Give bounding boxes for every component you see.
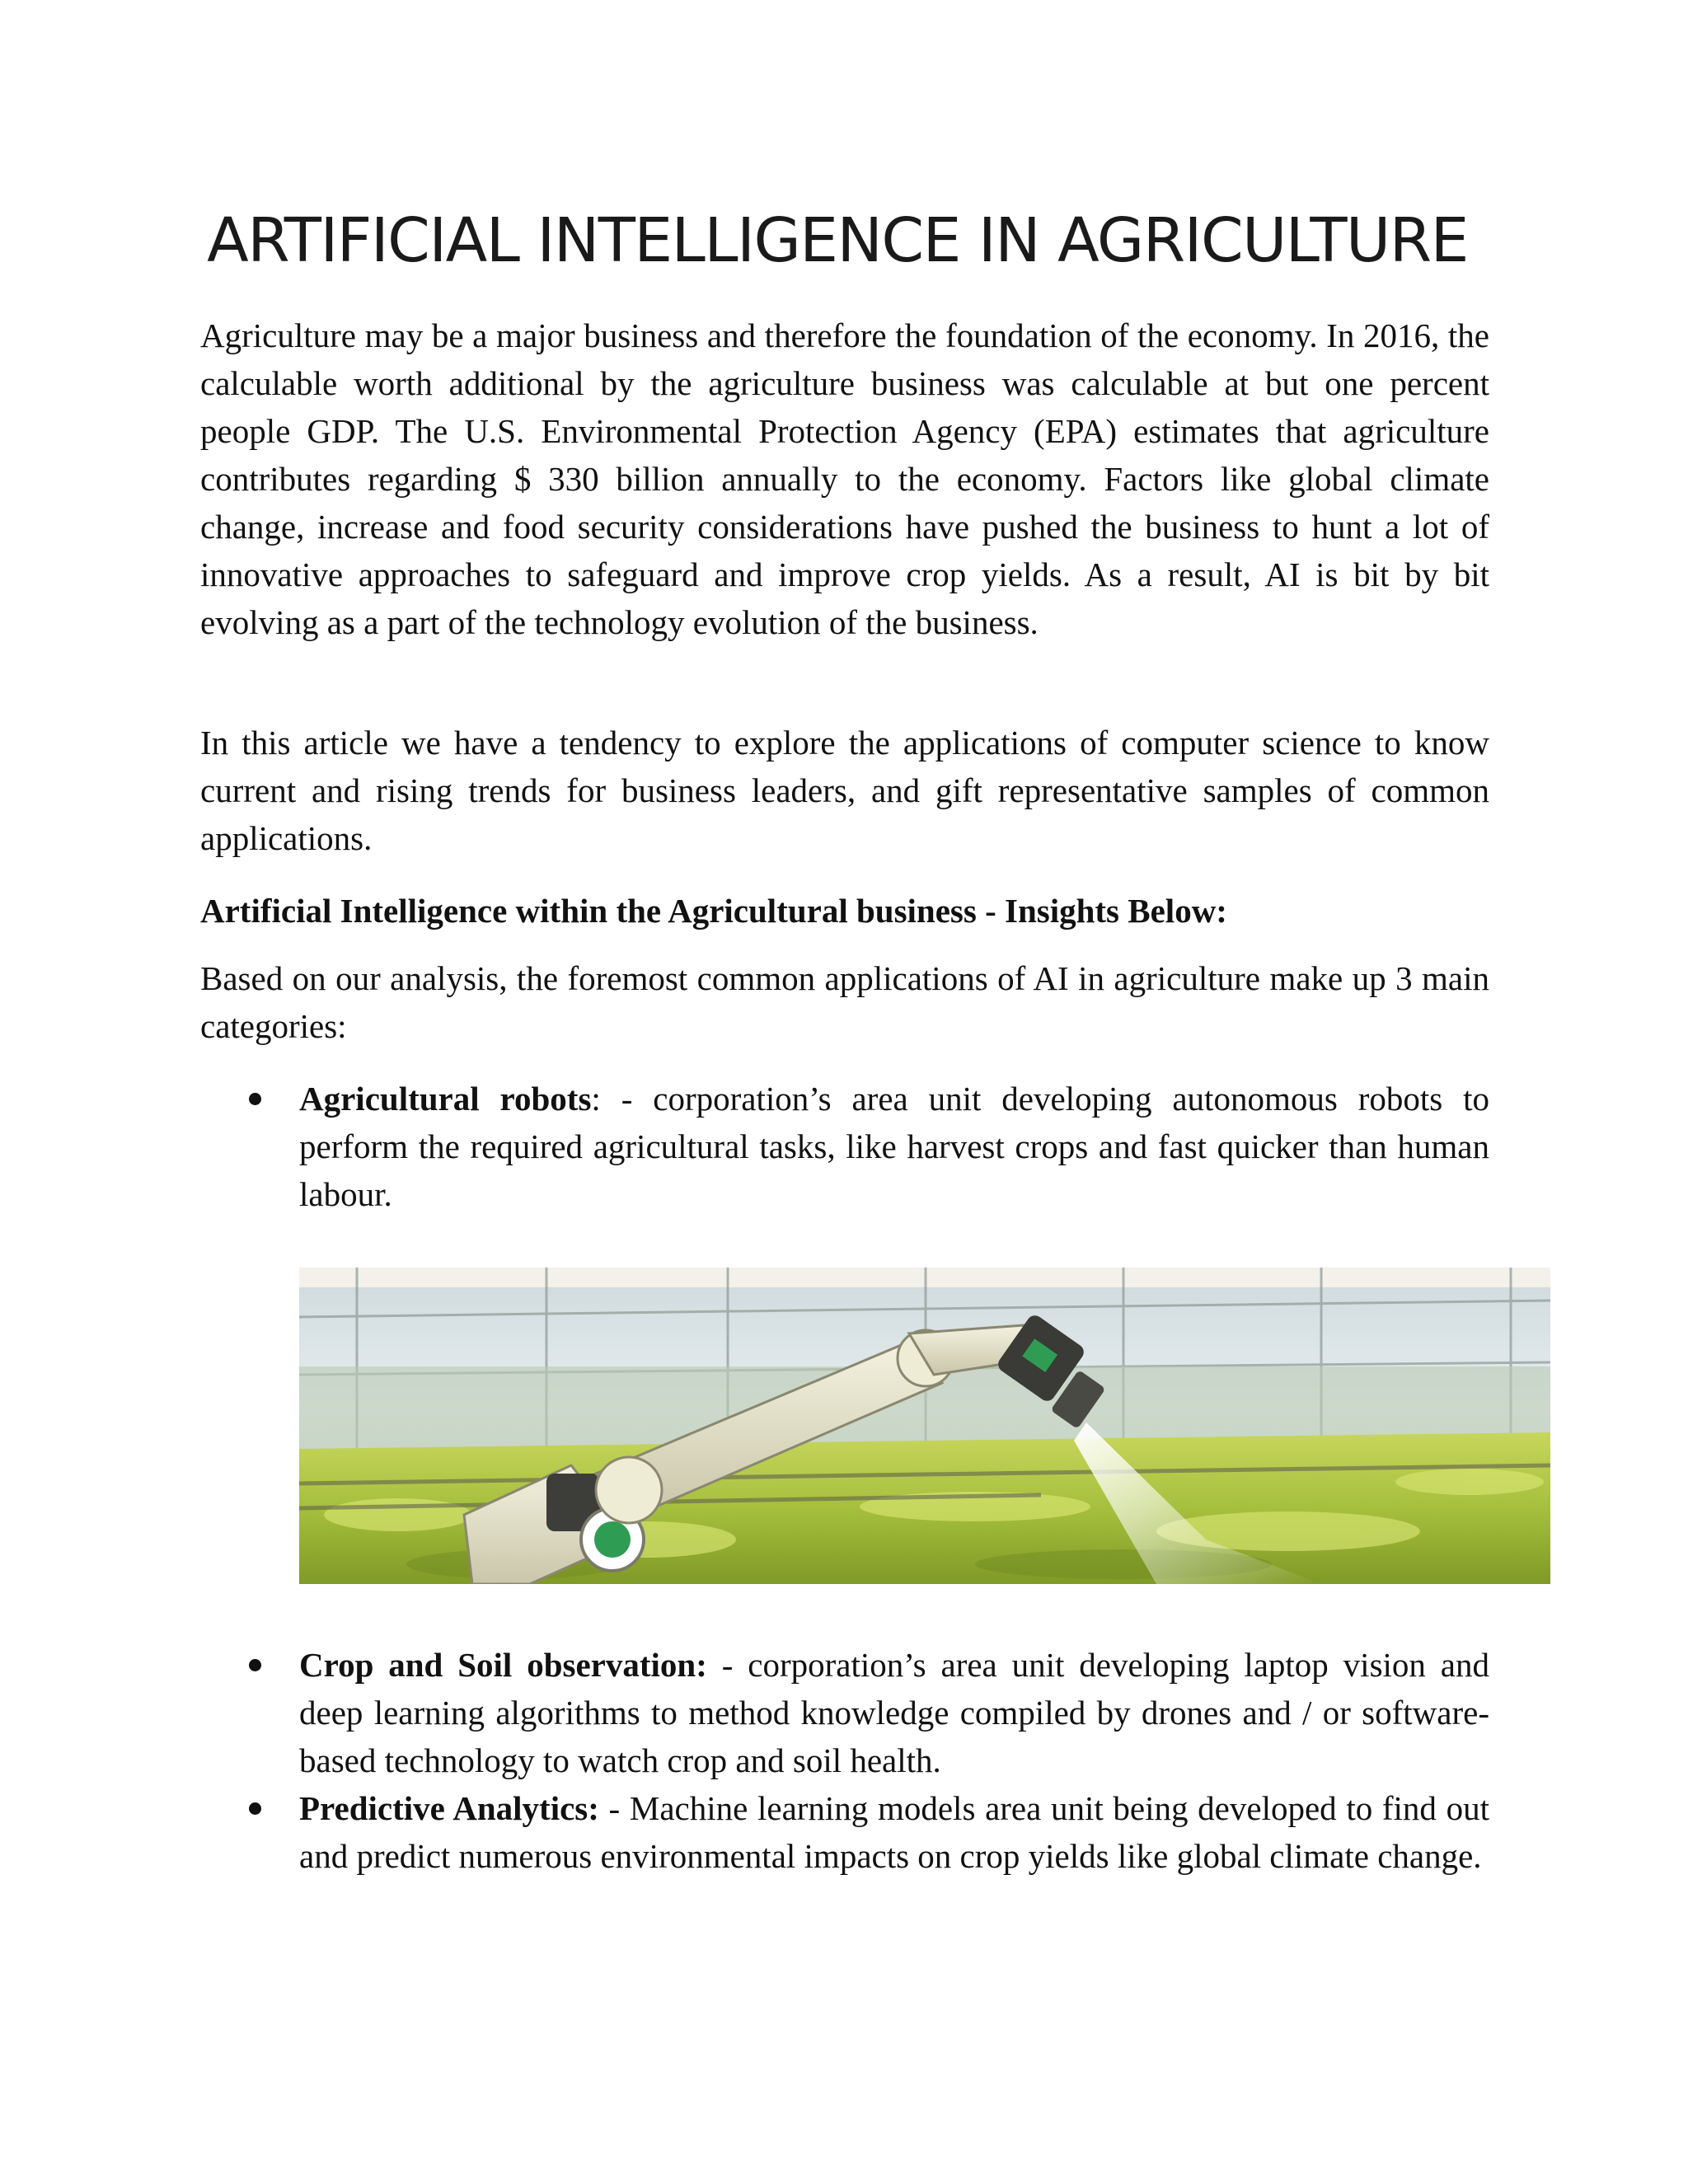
list-item-agricultural-robots	[200, 1075, 1489, 1218]
category-list-bottom	[200, 1641, 1489, 1880]
intro-paragraph: Agriculture may be a major business and therefore the foundation of the economy. In 2016, the calculable worth additional by the agriculture business was calculable at but one percent people GDP. The U.S. Environmental Protection Agency (EPA) estimates that agriculture contributes regarding $ 330 billion annually to the economy. Factors like global climate change, increase and food security considerations have pushed the business to hunt a lot of innovative approaches to safeguard and improve crop yields. As a result, AI is bit by bit evolving as a part of the technology evolution of the business.	[200, 316, 1489, 641]
list-item-text: - corporation’s area unit developing laptop vision and deep learning algorithms to method knowledge compiled by drones and / or software-based technology to watch crop and soil health.	[299, 1646, 1489, 1779]
bullet-icon	[249, 1093, 261, 1105]
list-item-term: Agricultural robots	[299, 1080, 592, 1118]
bullet-icon	[249, 1802, 261, 1815]
list-item-term: Crop and Soil observation:	[299, 1646, 707, 1684]
list-item-predictive-analytics	[200, 1784, 1489, 1880]
list-item-crop-soil-observation	[200, 1641, 1489, 1784]
list-item-term: Predictive Analytics:	[299, 1789, 599, 1827]
document-title: ARTIFICIAL INTELLIGENCE IN AGRICULTURE	[207, 205, 1468, 276]
bullet-icon	[249, 1659, 261, 1671]
section-heading: Artificial Intelligence within the Agricultural business - Insights Below:	[200, 892, 1227, 930]
category-list-top	[200, 1075, 1489, 1218]
robot-arm-photo	[299, 1268, 1550, 1584]
categories-intro-paragraph: Based on our analysis, the foremost common applications of AI in agriculture make up 3 main categories:	[200, 959, 1489, 1045]
list-item-text: - Machine learning models area unit being developed to find out and predict numerous environmental impacts on crop yields like global climate change.	[299, 1789, 1489, 1875]
list-item-text: : - corporation’s area unit developing autonomous robots to perform the required agricultural tasks, like harvest crops and fast quicker than human labour.	[299, 1080, 1489, 1213]
article-scope-paragraph: In this article we have a tendency to explore the applications of computer science to know current and rising trends for business leaders, and gift representative samples of common applications.	[200, 724, 1489, 857]
